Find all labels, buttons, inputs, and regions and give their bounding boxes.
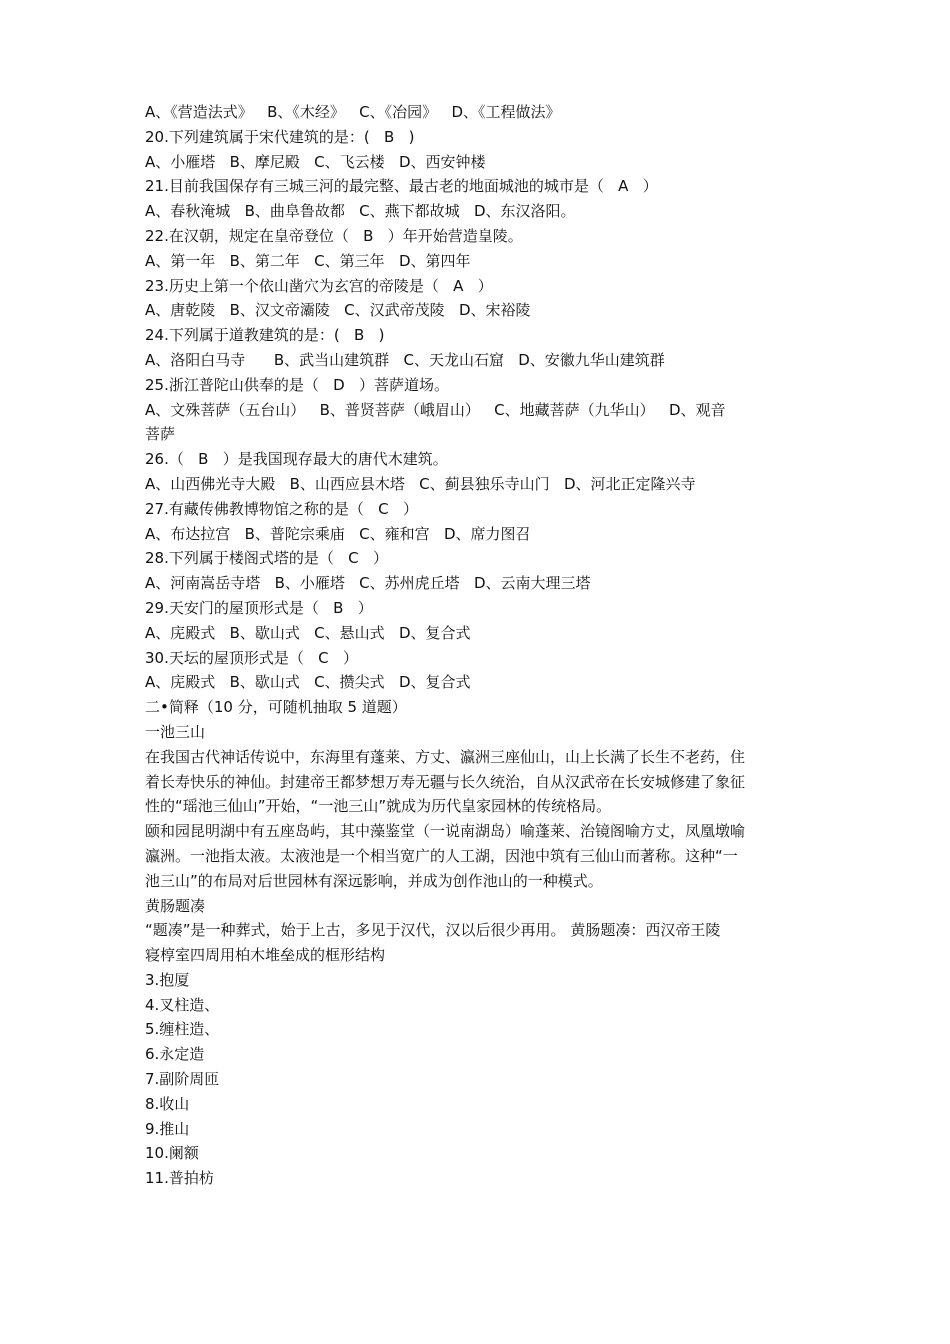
- q19-options: A、《营造法式》 B、《木经》 C、《冶园》 D、《工程做法》: [145, 103, 561, 121]
- q29-options: A、庑殿式 B、歇山式 C、悬山式 D、复合式: [145, 623, 471, 642]
- q21-options: A、春秋淹城 B、曲阜鲁故都 C、燕下都故城 D、东汉洛阳。: [145, 202, 576, 221]
- q28-options: A、河南嵩岳寺塔 B、小雁塔 C、苏州虎丘塔 D、云南大理三塔: [145, 574, 591, 593]
- document-page: [145, 100, 820, 1191]
- term-item: 7.副阶周匝: [145, 1070, 220, 1089]
- term-item: 8.收山: [145, 1094, 190, 1113]
- paragraph-line: 在我国古代神话传说中，东海里有蓬莱、方丈、瀛洲三座仙山，山上长满了长生不老药，住: [145, 747, 746, 766]
- q27-options: A、布达拉宫 B、普陀宗乘庙 C、雍和宫 D、席力图召: [145, 524, 531, 543]
- q30-question: 30.天坛的屋顶形式是（ C ）: [145, 648, 358, 667]
- q25-options-cont: 菩萨: [145, 425, 176, 444]
- paragraph-line: 瀛洲。一池指太液。太液池是一个相当宽广的人工湖，因池中筑有三仙山而著称。这种“一: [145, 846, 738, 865]
- q22-question: 22.在汉朝，规定在皇帝登位（ B ）年开始营造皇陵。: [145, 226, 523, 245]
- q21-question: 21.目前我国保存有三城三河的最完整、最古老的地面城池的城市是（ A ）: [145, 177, 658, 196]
- q25-question: 25.浙江普陀山供奉的是（ D ）菩萨道场。: [145, 375, 450, 394]
- q29-question: 29.天安门的屋顶形式是（ B ）: [145, 598, 373, 617]
- q26-question: 26.（ B ）是我国现存最大的唐代木建筑。: [145, 450, 448, 469]
- paragraph-line: 寝椁室四周用柏木堆垒成的框形结构: [145, 946, 386, 965]
- paragraph-line: 颐和园昆明湖中有五座岛屿，其中藻鉴堂（一说南湖岛）喻蓬莱、治镜阁喻方丈，凤凰墩喻: [145, 822, 746, 841]
- q30-options: A、庑殿式 B、歇山式 C、攒尖式 D、复合式: [145, 673, 471, 692]
- q28-question: 28.下列属于楼阁式塔的是（ C ）: [145, 549, 388, 568]
- q22-options: A、第一年 B、第二年 C、第三年 D、第四年: [145, 251, 471, 270]
- term-item: 6.永定造: [145, 1045, 205, 1064]
- section-heading: 二•简释（10 分，可随机抽取 5 道题）: [145, 698, 407, 717]
- paragraph-line: 性的“瑶池三仙山”开始，“一池三山”就成为历代皇家园林的传统格局。: [145, 797, 612, 816]
- term-item: 3.抱厦: [145, 970, 190, 989]
- q27-question: 27.有藏传佛教博物馆之称的是（ C ）: [145, 499, 418, 518]
- term-item: 11.普拍枋: [145, 1169, 214, 1188]
- q20-options: A、小雁塔 B、摩尼殿 C、飞云楼 D、西安钟楼: [145, 152, 486, 171]
- term-item: 4.叉柱造、: [145, 995, 220, 1014]
- q25-options: A、文殊菩萨（五台山） B、普贤菩萨（峨眉山） C、地藏菩萨（九华山） D、观音: [145, 400, 726, 419]
- term-title: 黄肠题凑: [145, 896, 206, 915]
- q23-question: 23.历史上第一个依山凿穴为玄宫的帝陵是（ A ）: [145, 276, 493, 295]
- q24-question: 24.下列属于道教建筑的是：( B ): [145, 326, 385, 345]
- paragraph-line: “题凑”是一种葬式，始于上古，多见于汉代，汉以后很少再用。 黄肠题凑：西汉帝王陵: [145, 921, 721, 940]
- q24-options: A、洛阳白马寺 B、武当山建筑群 C、天龙山石窟 D、安徽九华山建筑群: [145, 350, 665, 369]
- term-item: 10.阑额: [145, 1144, 199, 1163]
- q26-options: A、山西佛光寺大殿 B、山西应县木塔 C、蓟县独乐寺山门 D、河北正定隆兴寺: [145, 474, 696, 493]
- q23-options: A、唐乾陵 B、汉文帝灞陵 C、汉武帝茂陵 D、宋裕陵: [145, 301, 531, 320]
- term-item: 9.推山: [145, 1119, 190, 1138]
- paragraph-line: 池三山”的布局对后世园林有深远影响，并成为创作池山的一种模式。: [145, 871, 603, 890]
- paragraph-line: 着长寿快乐的神仙。封建帝王都梦想万寿无疆与长久统治，自从汉武帝在长安城修建了象征: [145, 772, 746, 791]
- term-item: 5.缠柱造、: [145, 1020, 220, 1039]
- term-title: 一池三山: [145, 722, 206, 741]
- q20-question: 20.下列建筑属于宋代建筑的是：( B ): [145, 127, 415, 146]
